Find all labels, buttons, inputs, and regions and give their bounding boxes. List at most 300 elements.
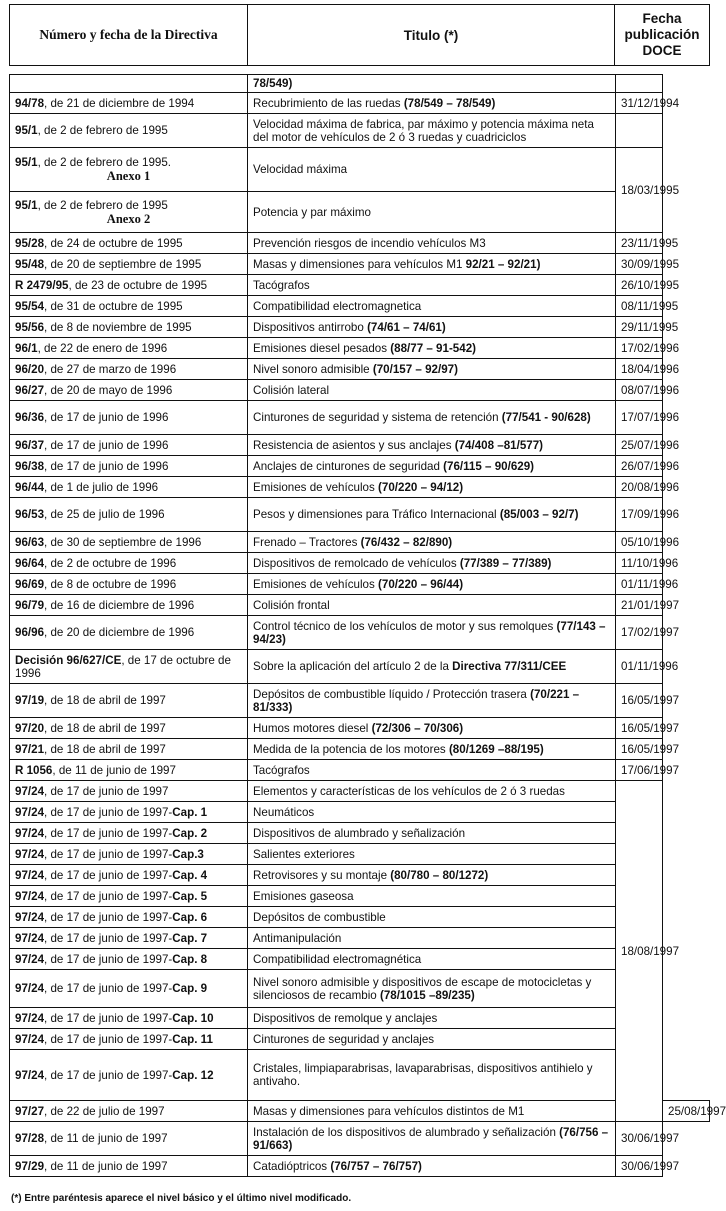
title-cell [248, 1101, 616, 1122]
directive-date: , de 18 de abril de 1997 [44, 742, 166, 756]
title-reference: (72/306 – 70/306) [371, 721, 464, 735]
title-text: Dispositivos de remolque y anclajes [253, 1011, 438, 1025]
title-reference: (76/757 – 76/757) [330, 1159, 422, 1173]
title-reference: (78/1015 –89/235) [379, 988, 475, 1002]
title-cell [248, 338, 616, 359]
directive-date: , de 17 de junio de 1996 [44, 411, 169, 424]
directive-cell [10, 1156, 248, 1177]
directive-number: 95/1 [15, 124, 38, 137]
directive-cell [10, 1101, 248, 1122]
directive-number: 97/19 [15, 694, 45, 707]
directive-date: , de 17 de junio de 1997- [44, 982, 173, 995]
directive-date: , de 21 de diciembre de 1994 [44, 96, 195, 110]
table-row [10, 1029, 710, 1050]
directive-number: 97/24 [15, 952, 45, 966]
title-cell [248, 498, 616, 532]
header-title: Titulo (*) [248, 5, 615, 65]
title-cell [248, 970, 616, 1008]
title-text: Elementos y características de los vehículos de 2 ó 3 ruedas [253, 784, 565, 798]
directive-date: , de 18 de abril de 1997 [44, 694, 166, 707]
title-cell [248, 718, 616, 739]
date-cell: 30/06/1997 [616, 1156, 663, 1177]
date-cell: 17/06/1997 [616, 760, 663, 781]
date-cell: 20/08/1996 [616, 477, 663, 498]
directive-number: 96/69 [15, 577, 45, 591]
directive-chapter: Cap. 9 [172, 982, 208, 995]
directive-cell [10, 359, 248, 380]
directive-number: 97/20 [15, 721, 45, 735]
directive-date: , de 2 de febrero de 1995. [37, 156, 172, 169]
directive-number: 97/24 [15, 1068, 45, 1082]
table-row [10, 456, 710, 477]
title-text: Anclajes de cinturones de seguridad [253, 459, 444, 473]
date-cell: 17/02/1996 [616, 338, 663, 359]
table-row [10, 1050, 710, 1101]
title-cell [248, 401, 616, 435]
directive-number: 95/1 [15, 198, 38, 212]
date-cell: 30/06/1997 [616, 1122, 663, 1156]
title-cell [248, 574, 616, 595]
title-cell [248, 532, 616, 553]
directive-date: , de 1 de julio de 1996 [44, 480, 159, 494]
directive-date: , de 18 de abril de 1997 [44, 721, 166, 735]
title-cell [248, 1122, 616, 1156]
table-row [10, 401, 710, 435]
title-cell [248, 781, 616, 802]
directive-cell [10, 553, 248, 574]
date-cell: 18/04/1996 [616, 359, 663, 380]
directive-number: 96/38 [15, 459, 45, 473]
directive-cell [10, 650, 248, 684]
title-text: Sobre la aplicación del artículo 2 de la [253, 660, 453, 673]
header-date: Fecha publicación DOCE [624, 11, 700, 58]
title-text: Dispositivos de alumbrado y señalización [253, 826, 466, 840]
date-cell: 21/01/1997 [616, 595, 663, 616]
directive-cell [10, 401, 248, 435]
table-row [10, 907, 710, 928]
title-reference: 78/549) [253, 77, 293, 90]
title-cell [248, 650, 616, 684]
directive-cell [10, 233, 248, 254]
title-cell [248, 148, 616, 192]
directive-number: 95/48 [15, 257, 45, 271]
directive-cell [10, 802, 248, 823]
date-cell: 08/11/1995 [616, 296, 663, 317]
directive-date: , de 17 de junio de 1996 [44, 459, 169, 473]
date-cell: 23/11/1995 [616, 233, 663, 254]
directive-number: 96/37 [15, 438, 45, 452]
title-cell [248, 907, 616, 928]
directive-number: 96/96 [15, 626, 45, 639]
directive-cell [10, 1122, 248, 1156]
date-cell: 30/09/1995 [616, 254, 663, 275]
directive-cell [10, 275, 248, 296]
title-text: Depósitos de combustible líquido / Protección trasera [253, 687, 531, 701]
directive-cell [10, 435, 248, 456]
title-reference: (76/432 – 82/890) [360, 535, 453, 549]
title-text: Catadióptricos [253, 1159, 331, 1173]
directive-date: , de 17 de junio de 1997- [44, 1068, 173, 1082]
title-text: Emisiones de vehículos [253, 480, 379, 494]
title-text: Instalación de los dispositivos de alumbrado y señalización [253, 1125, 560, 1139]
table-row [10, 781, 710, 802]
title-text: Masas y dimensiones para vehículos distintos de M1 [253, 1104, 525, 1118]
directive-number: R 1056 [15, 763, 53, 777]
directive-cell [10, 865, 248, 886]
title-text: Emisiones de vehículos [253, 577, 379, 591]
title-text: Recubrimiento de las ruedas [253, 96, 404, 110]
title-cell [248, 1050, 616, 1101]
title-cell [248, 684, 616, 718]
title-reference: (77/389 – 77/389) [459, 556, 552, 570]
directive-cell [10, 1008, 248, 1029]
title-cell [248, 317, 616, 338]
date-cell: 18/08/1997 [616, 781, 663, 1122]
table-row [10, 233, 710, 254]
date-cell: 25/07/1996 [616, 435, 663, 456]
directive-number: 95/54 [15, 299, 45, 313]
directive-number: Decisión 96/627/CE [15, 653, 122, 667]
table-row [10, 1122, 710, 1156]
title-text: Compatibilidad electromagnética [253, 952, 422, 966]
title-reference: (70/157 – 92/97) [372, 362, 458, 376]
directive-annex: Anexo 2 [106, 211, 151, 226]
title-text: Nivel sonoro admisible [253, 362, 373, 376]
title-reference: (85/003 – 92/7) [499, 508, 579, 521]
table-row [10, 616, 710, 650]
directive-date: , de 2 de febrero de 1995 [37, 198, 168, 212]
directive-cell [10, 595, 248, 616]
directive-date: , de 11 de junio de 1997 [44, 1132, 168, 1145]
directive-cell [10, 148, 248, 192]
directive-date: , de 17 de junio de 1997- [44, 868, 173, 882]
directive-cell [10, 498, 248, 532]
directive-number: 97/24 [15, 931, 45, 945]
title-text: Colisión frontal [253, 598, 330, 612]
table-row [10, 865, 710, 886]
title-cell [248, 75, 616, 93]
title-cell [248, 886, 616, 907]
title-cell [248, 928, 616, 949]
title-cell [248, 1029, 616, 1050]
title-text: Resistencia de asientos y sus anclajes [253, 438, 455, 452]
title-text: Compatibilidad electromagnetica [253, 299, 422, 313]
directive-date: , de 24 de octubre de 1995 [44, 236, 183, 250]
directive-chapter: Cap. 11 [172, 1032, 213, 1046]
table-header [9, 4, 710, 66]
directive-number: 97/24 [15, 868, 45, 882]
date-cell: 26/10/1995 [616, 275, 663, 296]
directive-date: , de 17 de junio de 1997- [44, 1032, 173, 1046]
directive-number: 96/27 [15, 383, 45, 397]
title-cell [248, 553, 616, 574]
directive-chapter: Cap. 12 [172, 1068, 214, 1082]
directive-number: 97/24 [15, 826, 45, 840]
directive-cell [10, 114, 248, 148]
table-row [10, 1156, 710, 1177]
directive-cell [10, 456, 248, 477]
directive-cell [10, 907, 248, 928]
directive-chapter: Cap. 6 [172, 910, 208, 924]
date-cell: 08/07/1996 [616, 380, 663, 401]
directive-cell [10, 477, 248, 498]
table-row [10, 970, 710, 1008]
directive-number: 96/1 [15, 341, 38, 355]
title-reference: (74/408 –81/577) [454, 438, 544, 452]
title-cell [248, 275, 616, 296]
table-row [10, 1101, 710, 1122]
directive-date: , de 17 de junio de 1997- [44, 847, 173, 861]
table-row [10, 192, 710, 233]
title-reference: (77/541 - 90/628) [501, 411, 591, 424]
table-row [10, 380, 710, 401]
title-cell [248, 456, 616, 477]
directive-date: , de 2 de octubre de 1996 [44, 556, 177, 570]
directive-number: 95/1 [15, 156, 38, 169]
directive-number: 97/29 [15, 1159, 45, 1173]
date-cell: 31/12/1994 [616, 93, 663, 114]
directive-date: , de 17 de junio de 1997- [44, 931, 173, 945]
title-text: Potencia y par máximo [253, 205, 371, 219]
table-row [10, 114, 710, 148]
table-row [10, 760, 710, 781]
directive-number: 97/24 [15, 1032, 45, 1046]
table-row [10, 928, 710, 949]
title-reference: (74/61 – 74/61) [367, 320, 446, 334]
title-cell [248, 93, 616, 114]
directive-cell [10, 718, 248, 739]
directive-date: , de 17 de junio de 1996 [44, 438, 169, 452]
title-reference: (77/143 –94/23) [253, 619, 606, 646]
date-cell: 29/11/1995 [616, 317, 663, 338]
directive-cell [10, 949, 248, 970]
title-cell [248, 254, 616, 275]
table-row [10, 148, 710, 192]
date-cell: 16/05/1997 [616, 739, 663, 760]
directive-cell [10, 616, 248, 650]
title-text: Salientes exteriores [253, 847, 355, 861]
directive-date: , de 17 de junio de 1997- [44, 910, 173, 924]
directive-number: 97/24 [15, 889, 45, 903]
title-text: Emisiones diesel pesados [253, 341, 391, 355]
date-cell: 18/03/1995 [616, 148, 663, 233]
table-row [10, 317, 710, 338]
directive-cell [10, 75, 248, 93]
title-cell [248, 435, 616, 456]
directives-table [9, 74, 726, 1177]
table-row [10, 359, 710, 380]
title-cell [248, 949, 616, 970]
table-row [10, 949, 710, 970]
directive-date: , de 30 de septiembre de 1996 [44, 535, 202, 549]
table-row [10, 844, 710, 865]
directive-cell [10, 317, 248, 338]
directive-date: , de 31 de octubre de 1995 [44, 299, 183, 313]
title-text: Dispositivos antirrobo [253, 320, 368, 334]
title-cell [248, 1008, 616, 1029]
table-row [10, 553, 710, 574]
title-text: Medida de la potencia de los motores [253, 742, 449, 756]
title-cell [248, 1156, 616, 1177]
table-row [10, 886, 710, 907]
table-row [10, 254, 710, 275]
table-row [10, 93, 710, 114]
date-cell: 11/10/1996 [616, 553, 663, 574]
date-cell: 17/09/1996 [616, 498, 663, 532]
directive-cell [10, 532, 248, 553]
directive-chapter: Cap. 1 [172, 805, 208, 819]
directive-cell [10, 760, 248, 781]
directive-cell [10, 192, 248, 233]
directive-cell [10, 254, 248, 275]
title-cell [248, 380, 616, 401]
title-cell [248, 844, 616, 865]
title-text: Antimanipulación [253, 931, 342, 945]
directive-cell [10, 380, 248, 401]
directive-date: , de 11 de junio de 1997 [52, 763, 176, 777]
title-cell [248, 802, 616, 823]
directive-cell [10, 970, 248, 1008]
directive-cell [10, 781, 248, 802]
title-reference: (70/221 – 81/333) [253, 687, 580, 714]
directive-date: , de 23 de octubre de 1995 [68, 278, 208, 292]
directive-date: , de 22 de enero de 1996 [37, 341, 168, 355]
title-text: Dispositivos de remolcado de vehículos [253, 556, 460, 570]
directive-date: , de 2 de febrero de 1995 [37, 124, 168, 137]
title-cell [248, 616, 616, 650]
date-cell: 25/08/1997 [663, 1101, 710, 1122]
table-row [10, 498, 710, 532]
directive-date: , de 17 de junio de 1997 [44, 784, 169, 798]
table-row [10, 477, 710, 498]
title-cell [248, 114, 616, 148]
table-row [10, 684, 710, 718]
title-cell [248, 739, 616, 760]
table-body [10, 75, 726, 1177]
directive-chapter: Cap.3 [172, 847, 204, 861]
directive-date: , de 22 de julio de 1997 [44, 1104, 165, 1118]
title-cell [248, 760, 616, 781]
directive-number: 95/56 [15, 320, 45, 334]
title-cell [248, 359, 616, 380]
title-reference: (88/77 – 91-542) [390, 341, 477, 355]
title-cell [248, 477, 616, 498]
title-text: Cinturones de seguridad y sistema de retención [253, 411, 502, 424]
title-text: Tacógrafos [253, 763, 310, 777]
title-cell [248, 296, 616, 317]
directive-chapter: Cap. 2 [172, 826, 208, 840]
directive-cell [10, 684, 248, 718]
directive-number: 96/20 [15, 362, 45, 376]
directive-date: , de 20 de septiembre de 1995 [44, 257, 202, 271]
directive-cell [10, 296, 248, 317]
directive-number: 94/78 [15, 96, 45, 110]
date-cell [616, 75, 663, 93]
directive-number: 97/24 [15, 982, 45, 995]
title-reference: (70/220 – 94/12) [378, 480, 464, 494]
directive-number: 96/36 [15, 411, 45, 424]
directive-date: , de 17 de junio de 1997- [44, 826, 173, 840]
title-cell [248, 192, 616, 233]
title-text: Pesos y dimensiones para Tráfico Internacional [253, 508, 500, 521]
directive-chapter: Cap. 7 [172, 931, 208, 945]
date-cell: 16/05/1997 [616, 684, 663, 718]
table-row [10, 650, 710, 684]
title-text: Velocidad máxima [253, 163, 348, 176]
title-text: Colisión lateral [253, 383, 330, 397]
directive-date: , de 20 de diciembre de 1996 [44, 626, 195, 639]
directive-date: , de 17 de junio de 1997- [44, 952, 173, 966]
directive-date: , de 17 de junio de 1997- [44, 889, 173, 903]
date-cell: 26/07/1996 [616, 456, 663, 477]
title-text: Cristales, limpiaparabrisas, lavaparabrisas, dispositivos antihielo y antivaho. [253, 1062, 593, 1088]
title-reference: (76/115 – 90/629) [443, 459, 535, 473]
header-directive: Número y fecha de la Directiva [10, 5, 248, 65]
date-cell [616, 114, 663, 148]
title-text: Retrovisores y su montaje [253, 868, 391, 882]
title-text: Velocidad máxima de fabrica, par máximo y potencia máxima neta del motor de vehículos de 2 ó 3 ruedas y cuadriciclos [253, 117, 594, 144]
directive-number: R 2479/95 [15, 278, 69, 292]
table-row [10, 275, 710, 296]
title-text: Humos motores diesel [253, 721, 372, 735]
title-text: Nivel sonoro admisible y dispositivos de escape de motocicletas y silenciosos de recambio [253, 975, 592, 1002]
directive-number: 96/64 [15, 556, 45, 570]
date-cell: 17/07/1996 [616, 401, 663, 435]
directive-cell [10, 1050, 248, 1101]
title-cell [248, 823, 616, 844]
table-row [10, 718, 710, 739]
directive-cell [10, 928, 248, 949]
directive-date: , de 27 de marzo de 1996 [44, 362, 177, 376]
title-reference: (76/756 – 91/663) [253, 1125, 609, 1152]
directive-number: 97/28 [15, 1132, 45, 1145]
directive-cell [10, 93, 248, 114]
table-row [10, 802, 710, 823]
footnote: (*) Entre paréntesis aparece el nivel básico y el último nivel modificado. [11, 1193, 352, 1204]
directive-number: 97/24 [15, 784, 45, 798]
directive-number: 97/27 [15, 1104, 45, 1118]
table-row [10, 1008, 710, 1029]
directive-date: , de 16 de diciembre de 1996 [44, 598, 195, 612]
table-row [10, 595, 710, 616]
title-text: Frenado – Tractores [253, 535, 361, 549]
directive-number: 97/24 [15, 910, 45, 924]
directive-number: 97/24 [15, 805, 45, 819]
directive-annex: Anexo 1 [106, 169, 151, 183]
directive-chapter: Cap. 5 [172, 889, 208, 903]
directive-cell [10, 886, 248, 907]
directive-date: , de 17 de octubre de 1996 [15, 653, 231, 680]
date-cell: 16/05/1997 [616, 718, 663, 739]
title-reference: 92/21 – 92/21) [465, 257, 541, 271]
title-text: Cinturones de seguridad y anclajes [253, 1032, 435, 1046]
title-cell [248, 233, 616, 254]
title-text: Depósitos de combustible [253, 910, 386, 924]
directive-number: 95/28 [15, 236, 45, 250]
date-cell: 05/10/1996 [616, 532, 663, 553]
date-cell: 01/11/1996 [616, 650, 663, 684]
table-row [10, 435, 710, 456]
title-reference: (80/1269 –88/195) [448, 742, 544, 756]
directive-number: 96/79 [15, 598, 45, 612]
directive-chapter: Cap. 4 [172, 868, 208, 882]
title-text: Neumáticos [253, 805, 315, 819]
directive-number: 97/24 [15, 847, 45, 861]
directive-chapter: Cap. 10 [172, 1011, 214, 1025]
directive-date: , de 11 de junio de 1997 [44, 1159, 168, 1173]
title-reference: (80/780 – 80/1272) [390, 868, 489, 882]
date-cell: 01/11/1996 [616, 574, 663, 595]
